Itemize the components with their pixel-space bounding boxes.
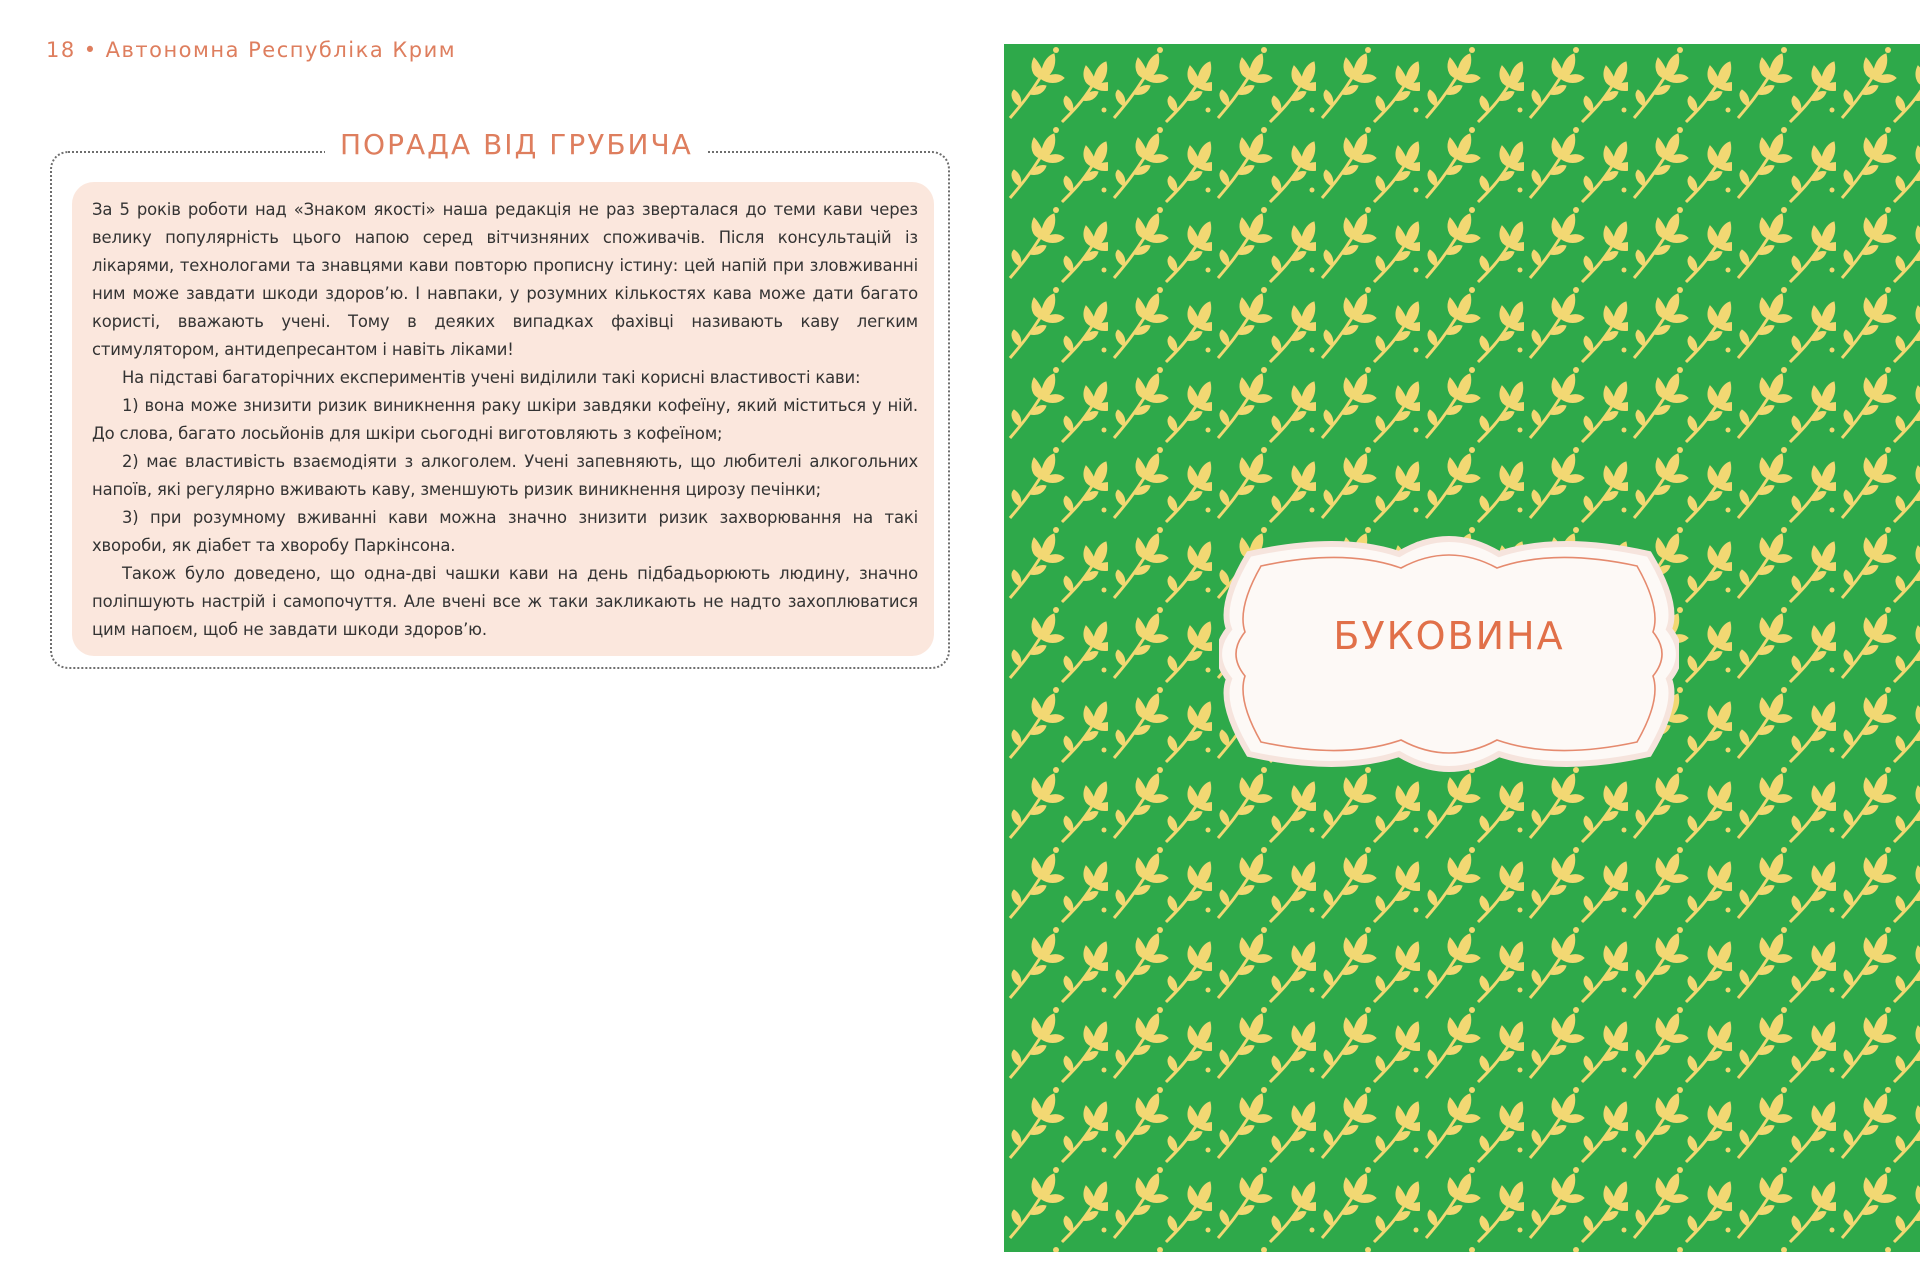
tip-paragraph: На підставі багаторічних експериментів учені виділили такі корисні властивості кави:	[122, 368, 861, 387]
running-header	[46, 38, 456, 62]
tip-list-item: 2) має властивість взаємодіяти з алкоголем. Учені запевняють, що любителі алкогольних напоїв, які регулярно вживають каву, зменшують ризик виникнення цирозу печінки;	[92, 452, 918, 499]
separator: •	[83, 38, 98, 62]
tip-body	[72, 182, 934, 656]
tip-list-item: 1) вона може знизити ризик виникнення раку шкіри завдяки кофеїну, який міститься у ній. До слова, багато лосьйонів для шкіри сьогодні виготовляють з кофеїном;	[92, 396, 918, 443]
section-title: Автономна Республіка Крим	[105, 38, 457, 62]
tip-paragraph: Також було доведено, що одна-дві чашки кави на день підбадьорюють людину, значно поліпшують настрій і самопочуття. Але вчені все ж таки закликають не надто захоплюватися цим напоєм, щоб не завдати шкоди здоров’ю.	[92, 564, 918, 639]
tip-list-item: 3) при розумному вживанні кави можна значно знизити ризик захворювання на такі хвороби, як діабет та хворобу Паркінсона.	[92, 508, 918, 555]
page-number: 18	[46, 38, 76, 62]
tip-title: ПОРАДА ВІД ГРУБИЧА	[325, 128, 708, 161]
tip-paragraph: За 5 років роботи над «Знаком якості» наша редакція не раз зверталася до теми кави через велику популярність цього напою серед вітчизняних споживачів. Після консультацій із лікарями, технологами та знавцями кави повторю прописну істину: цей напій при зловживанні ним може завдати шкоди здоров’ю. І навпаки, у розумних кількостях кава може дати багато користі, вважають учені. Тому в деяких випадках фахівці називають каву легким стимулятором, антидепресантом і навіть ліками!	[92, 200, 918, 359]
chapter-title: БУКОВИНА	[1333, 614, 1565, 658]
chapter-cover	[1004, 44, 1920, 1252]
